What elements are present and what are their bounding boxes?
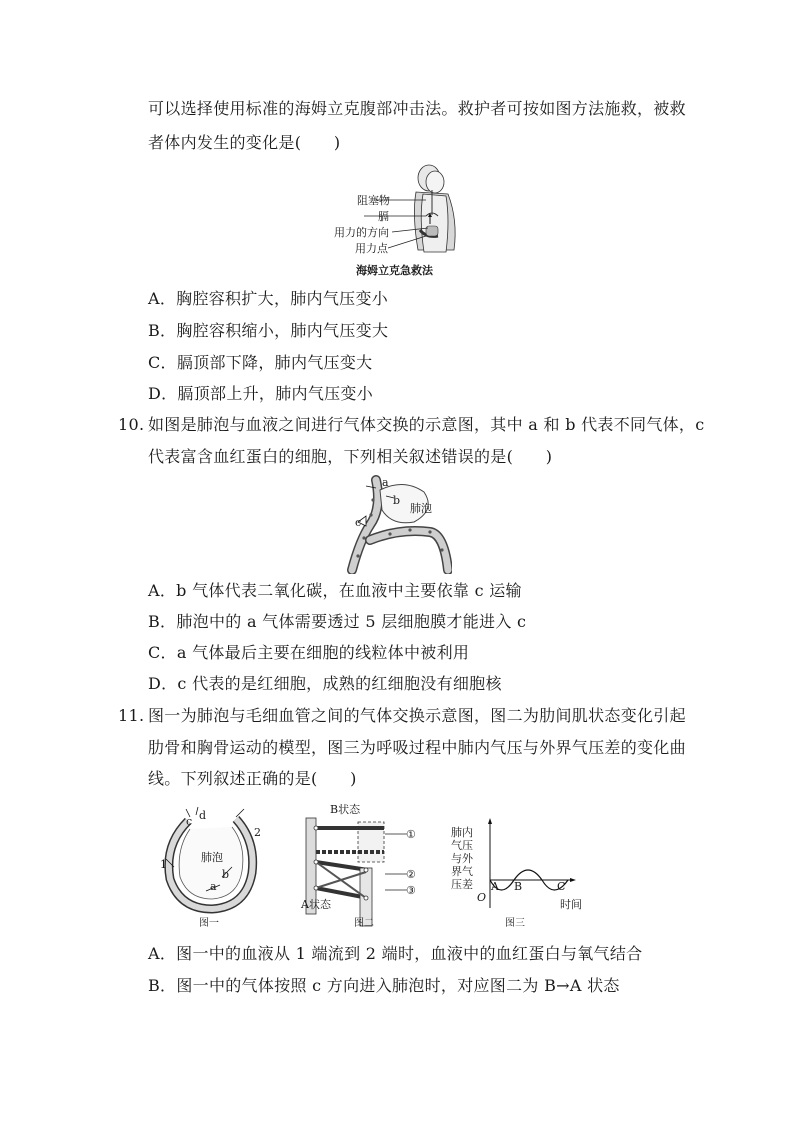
pressure-curve-chart <box>486 818 582 910</box>
q9-option-b: B．胸腔容积缩小，肺内气压变大 <box>148 321 389 340</box>
q9-label-diaphragm: 膈 <box>378 210 389 223</box>
q9-label-obstruction: 阻塞物 <box>357 194 390 207</box>
q10-option-a: A．b 气体代表二氧化碳，在血液中主要依靠 c 运输 <box>148 581 522 600</box>
q11-fig3-ylabel-2: 气压 <box>451 839 473 852</box>
q10-label-b: b <box>393 494 401 507</box>
q11-fig3-ylabel-3: 与外 <box>451 852 473 865</box>
q11-fig1-label-d: d <box>199 809 207 822</box>
q11-fig3-caption: 图三 <box>505 918 525 929</box>
q11-stem-line2: 肋骨和胸骨运动的模型，图三为呼吸过程中肺内气压与外界气压差的变化曲 <box>148 738 686 757</box>
q11-fig3-ylabel-4: 界气 <box>451 865 473 878</box>
rib-model-illustration <box>300 812 390 930</box>
q11-fig3-point-a: A <box>491 880 499 893</box>
q10-stem-line1: 如图是肺泡与血液之间进行气体交换的示意图，其中 a 和 b 代表不同气体，c <box>148 415 705 434</box>
q11-figure-1 <box>160 805 270 925</box>
q9-stem-line1: 可以选择使用标准的海姆立克腹部冲击法。救护者可按如图方法施救，被救 <box>148 99 686 118</box>
q9-label-force-point: 用力点 <box>355 242 388 255</box>
q11-fig1-label-c: c <box>186 815 193 828</box>
q11-stem-line1: 图一为肺泡与毛细血管之间的气体交换示意图，图二为肋间肌状态变化引起 <box>148 706 686 725</box>
q11-fig1-label-a: a <box>210 880 217 893</box>
q10-option-b: B．肺泡中的 a 气体需要透过 5 层细胞膜才能进入 c <box>148 612 527 631</box>
q9-option-c: C．膈顶部下降，肺内气压变大 <box>148 353 373 372</box>
q11-fig3-origin: O <box>477 891 487 904</box>
q11-fig1-caption: 图一 <box>199 918 219 929</box>
q11-fig2-caption: 图二 <box>354 918 374 929</box>
q9-figure-caption: 海姆立克急救法 <box>356 264 433 277</box>
q11-fig2-label-state-a: A状态 <box>301 898 331 911</box>
q10-label-c: c <box>355 516 362 529</box>
q11-fig1-label-1: 1 <box>160 858 167 871</box>
q11-option-b: B．图一中的气体按照 c 方向进入肺泡时，对应图二为 B→A 状态 <box>148 976 620 995</box>
q11-fig1-label-b: b <box>222 868 230 881</box>
q11-fig2-label-2: ② <box>406 868 416 881</box>
q11-fig3-ylabel-5: 压差 <box>451 878 473 891</box>
q11-fig3-point-c: C <box>557 880 566 893</box>
q9-option-a: A．胸腔容积扩大，肺内气压变小 <box>148 289 389 308</box>
q9-label-force-direction: 用力的方向 <box>334 226 389 239</box>
q11-figure-3 <box>486 818 582 910</box>
q11-option-a: A．图一中的血液从 1 端流到 2 端时，血液中的血红蛋白与氧气结合 <box>148 944 643 963</box>
q11-fig3-xlabel: 时间 <box>560 898 582 911</box>
q10-label-a: a <box>382 476 389 489</box>
q9-stem-line2: 者体内发生的变化是( ) <box>148 133 341 152</box>
alveolus-exchange-illustration <box>160 805 270 925</box>
q11-fig2-label-state-b: B状态 <box>330 803 361 816</box>
q11-figure-2 <box>300 812 390 930</box>
q11-fig3-ylabel-1: 肺内 <box>451 826 473 839</box>
q10-option-c: C．a 气体最后主要在细胞的线粒体中被利用 <box>148 643 470 662</box>
heimlich-illustration <box>330 160 470 275</box>
q11-fig3-ylabel <box>451 826 473 891</box>
q9-option-d: D．膈顶部上升，肺内气压变小 <box>148 384 374 403</box>
q10-option-d: D．c 代表的是红细胞，成熟的红细胞没有细胞核 <box>148 674 502 693</box>
q11-stem-line3: 线。下列叙述正确的是( ) <box>148 769 357 788</box>
q11-fig2-label-3: ③ <box>406 884 416 897</box>
q10-number: 10. <box>118 415 145 434</box>
q11-fig2-label-1: ① <box>406 828 416 841</box>
q11-fig3-point-b: B <box>514 880 523 893</box>
q10-stem-line2: 代表富含血红蛋白的细胞，下列相关叙述错误的是( ) <box>148 447 553 466</box>
q11-fig1-label-alveolus: 肺泡 <box>201 851 223 864</box>
q11-number: 11. <box>118 706 145 725</box>
q10-label-alveolus: 肺泡 <box>410 502 432 515</box>
q11-fig1-label-2: 2 <box>254 826 261 839</box>
q9-figure-heimlich <box>330 160 470 275</box>
